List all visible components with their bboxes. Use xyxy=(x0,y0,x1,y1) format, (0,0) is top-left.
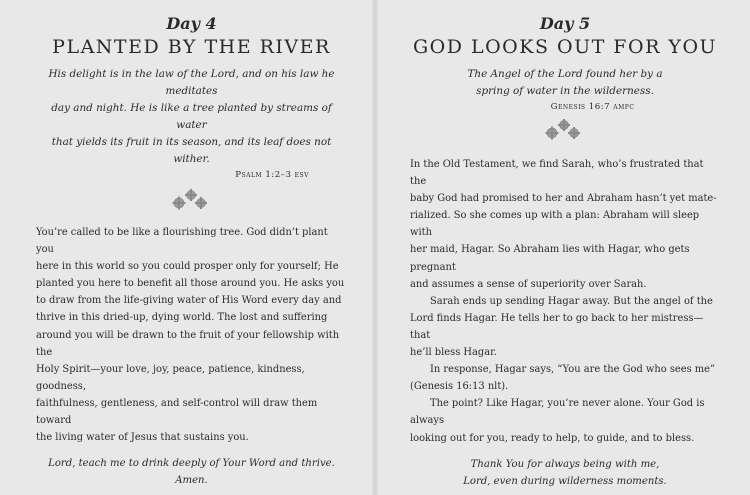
body-line: rialized. So she comes up with a plan: Abraham will sleep with xyxy=(410,210,700,239)
gears-icon xyxy=(36,186,347,218)
verse-line: spring of water in the wilderness. xyxy=(476,85,654,97)
body-line: the living water of Jesus that sustains you. xyxy=(36,432,249,444)
body-line: In response, Hagar says, “You are the God who sees me” xyxy=(430,364,716,376)
scripture-verse xyxy=(410,66,720,100)
body-line: baby God had promised to her and Abraham hasn’t yet mate- xyxy=(410,193,717,205)
devotion-body xyxy=(36,224,347,446)
body-line: planted you here to benefit all those around you. He asks you xyxy=(36,278,345,290)
body-line: (Genesis 16:13 nlt). xyxy=(410,381,509,393)
right-page xyxy=(375,0,750,495)
closing-prayer xyxy=(410,456,720,490)
body-line: he’ll bless Hagar. xyxy=(410,347,497,359)
verse-line: that yields its fruit in its season, and its leaf does not wither. xyxy=(51,136,332,165)
devotion-title: PLANTED BY THE RIVER xyxy=(52,36,331,58)
body-line: In the Old Testament, we find Sarah, who’s frustrated that the xyxy=(410,159,704,188)
body-line: to draw from the life-giving water of His Word every day and xyxy=(36,295,342,307)
body-line: Holy Spirit—your love, joy, peace, patience, kindness, goodness, xyxy=(36,363,305,392)
body-line: Lord finds Hagar. He tells her to go back to her mistress—that xyxy=(410,312,704,341)
body-line: looking out for you, ready to help, to guide, and to bless. xyxy=(410,432,695,444)
body-line: her maid, Hagar. So Abraham lies with Hagar, who gets pregnant xyxy=(410,244,690,273)
verse-line: day and night. He is like a tree planted by streams of water xyxy=(51,102,332,131)
body-line: You’re called to be like a flourishing tree. God didn’t plant you xyxy=(36,227,328,256)
scripture-reference: Genesis 16:7 ampc xyxy=(550,102,635,112)
body-line: Sarah ends up sending Hagar away. But the angel of the xyxy=(430,295,713,307)
body-line: here in this world so you could prosper only for yourself; He xyxy=(36,261,339,273)
body-line: thrive in this dried-up, dying world. The lost and suffering xyxy=(36,312,328,324)
devotion-title: GOD LOOKS OUT FOR YOU xyxy=(412,36,718,58)
day-label: Day 5 xyxy=(539,14,591,33)
body-line: The point? Like Hagar, you’re never alone. Your God is always xyxy=(410,398,705,427)
scripture-verse xyxy=(36,66,347,168)
verse-line: His delight is in the law of the Lord, and on his law he meditates xyxy=(48,68,335,97)
scripture-reference: Psalm 1:2–3 esv xyxy=(235,170,309,180)
gears-icon xyxy=(410,116,720,148)
body-line: faithfulness, gentleness, and self-control will draw them toward xyxy=(36,397,318,427)
day-label: Day 4 xyxy=(166,14,217,33)
body-line: around you will be drawn to the fruit of your fellowship with the xyxy=(36,329,340,358)
verse-line: The Angel of the Lord found her by a xyxy=(467,68,663,80)
prayer-line: Thank You for always being with me, xyxy=(470,458,660,470)
body-line: and assumes a sense of superiority over Sarah. xyxy=(410,278,647,290)
prayer-line: Lord, even during wilderness moments. xyxy=(463,475,667,487)
closing-prayer: Lord, teach me to drink deeply of Your Word and thrive. Amen. xyxy=(48,458,335,487)
devotion-body xyxy=(410,156,720,447)
